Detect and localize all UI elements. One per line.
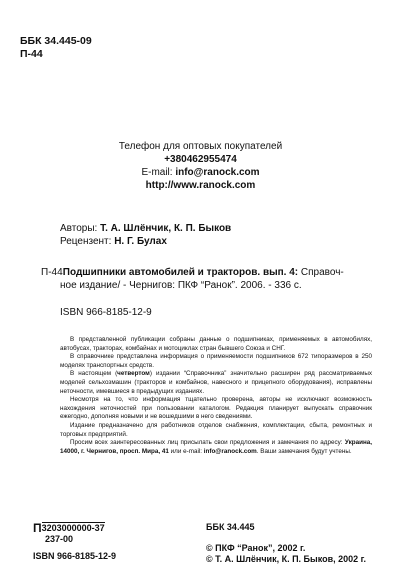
reviewer-line: [60, 235, 231, 248]
contacts-block: [0, 140, 401, 192]
authors-names: Т. А. Шлёнчик, К. П. Быков: [100, 223, 232, 234]
bibliographic-citation: [41, 266, 344, 292]
copyright-publisher: © ПКФ “Ранок”, 2002 г.: [206, 543, 306, 553]
bbk-code: ББК 34.445-09: [20, 35, 92, 47]
reviewer-name: Н. Г. Булах: [114, 236, 167, 247]
abstract-block: [60, 336, 372, 456]
credits-block: [60, 222, 231, 248]
abstract-paragraph-1: В представленной публикации собраны данные о подшипниках, применяемых в автомобилях, автобусах, тракторах, комбайнах и мотоциклах стран бывшего Союза и СНГ.: [60, 336, 372, 352]
p3-text-b: ) издании “Справочника” значительно расширен ряд рассматриваемых моделей сельхозмашин (тракторов и комбайнов, навесного и прицепного оборудования), исправлены неточности, имевшиеся в предыдущих изданиях.: [60, 370, 372, 395]
imprint-codes: [33, 522, 105, 545]
email-label: E-mail:: [141, 167, 176, 178]
isbn-top: ISBN 966-8185-12-9: [60, 307, 152, 318]
website-url: http://www.ranock.com: [145, 180, 256, 191]
isbn-bottom: ISBN 966-8185-12-9: [33, 551, 117, 561]
authors-line: [60, 222, 231, 235]
email-line: [0, 166, 401, 179]
p3-edition: четвертом: [117, 370, 150, 378]
p3-text-a: В настоящем (: [70, 370, 118, 378]
citation-title: Подшипники автомобилей и тракторов. вып. 4:: [62, 267, 299, 278]
phone-label: Телефон для оптовых покупателей: [118, 141, 283, 152]
bbk-bottom: ББК 34.445: [206, 522, 255, 532]
barcode-number: 3203000000-37: [41, 523, 105, 533]
barcode-prefix: П: [33, 521, 42, 535]
barcode-line: [33, 522, 105, 534]
p6-address: Украина, 14000, г. Чернигов, просп. Мира, 41: [60, 439, 372, 455]
citation-line-2: ное издание/ - Чернигов: ПКФ “Ранок”. 2006. - 336 с.: [60, 280, 302, 291]
p6-email: info@ranock.com: [203, 447, 257, 455]
abstract-paragraph-2: В справочнике представлена информация о применяемости подшипников 672 типоразмеров в 250 моделях транспортных средств.: [60, 353, 372, 369]
classification-codes: [20, 35, 92, 61]
abstract-paragraph-6: [60, 439, 372, 456]
copyright-block: [206, 543, 366, 565]
price-code: 237-00: [45, 534, 74, 544]
abstract-paragraph-4: Несмотря на то, что информация тщательно проверена, авторы не исключают возможность нахождения неточностей при пользовании каталогом. Редакция планирует выпускать справочник ежегодно, дополняя новыми и не вошедшими в него сведениями.: [60, 396, 372, 421]
citation-type: Справоч-: [298, 267, 344, 278]
copyright-authors: © Т. А. Шлёнчик, К. П. Быков, 2002 г.: [206, 554, 366, 564]
email-address: info@ranock.com: [175, 167, 260, 178]
authors-label: Авторы:: [60, 223, 101, 234]
p6-text-b: или e-mail:: [168, 447, 204, 455]
reviewer-label: Рецензент:: [60, 236, 115, 247]
abstract-paragraph-5: Издание предназначено для работников отделов снабжения, комплектации, сбыта, ремонтных и торговых предприятий.: [60, 421, 372, 438]
author-mark: П-44: [20, 48, 43, 60]
abstract-paragraph-3: [60, 370, 372, 396]
p6-text-a: Просим всех заинтересованных лиц присылать свои предложения и замечания по адресу:: [70, 439, 345, 447]
citation-line-1: [41, 266, 344, 279]
p6-text-c: . Ваши замечания будут учтены.: [256, 447, 352, 455]
citation-mark: П-44: [41, 267, 63, 278]
phone-number: +380462955474: [164, 154, 237, 165]
